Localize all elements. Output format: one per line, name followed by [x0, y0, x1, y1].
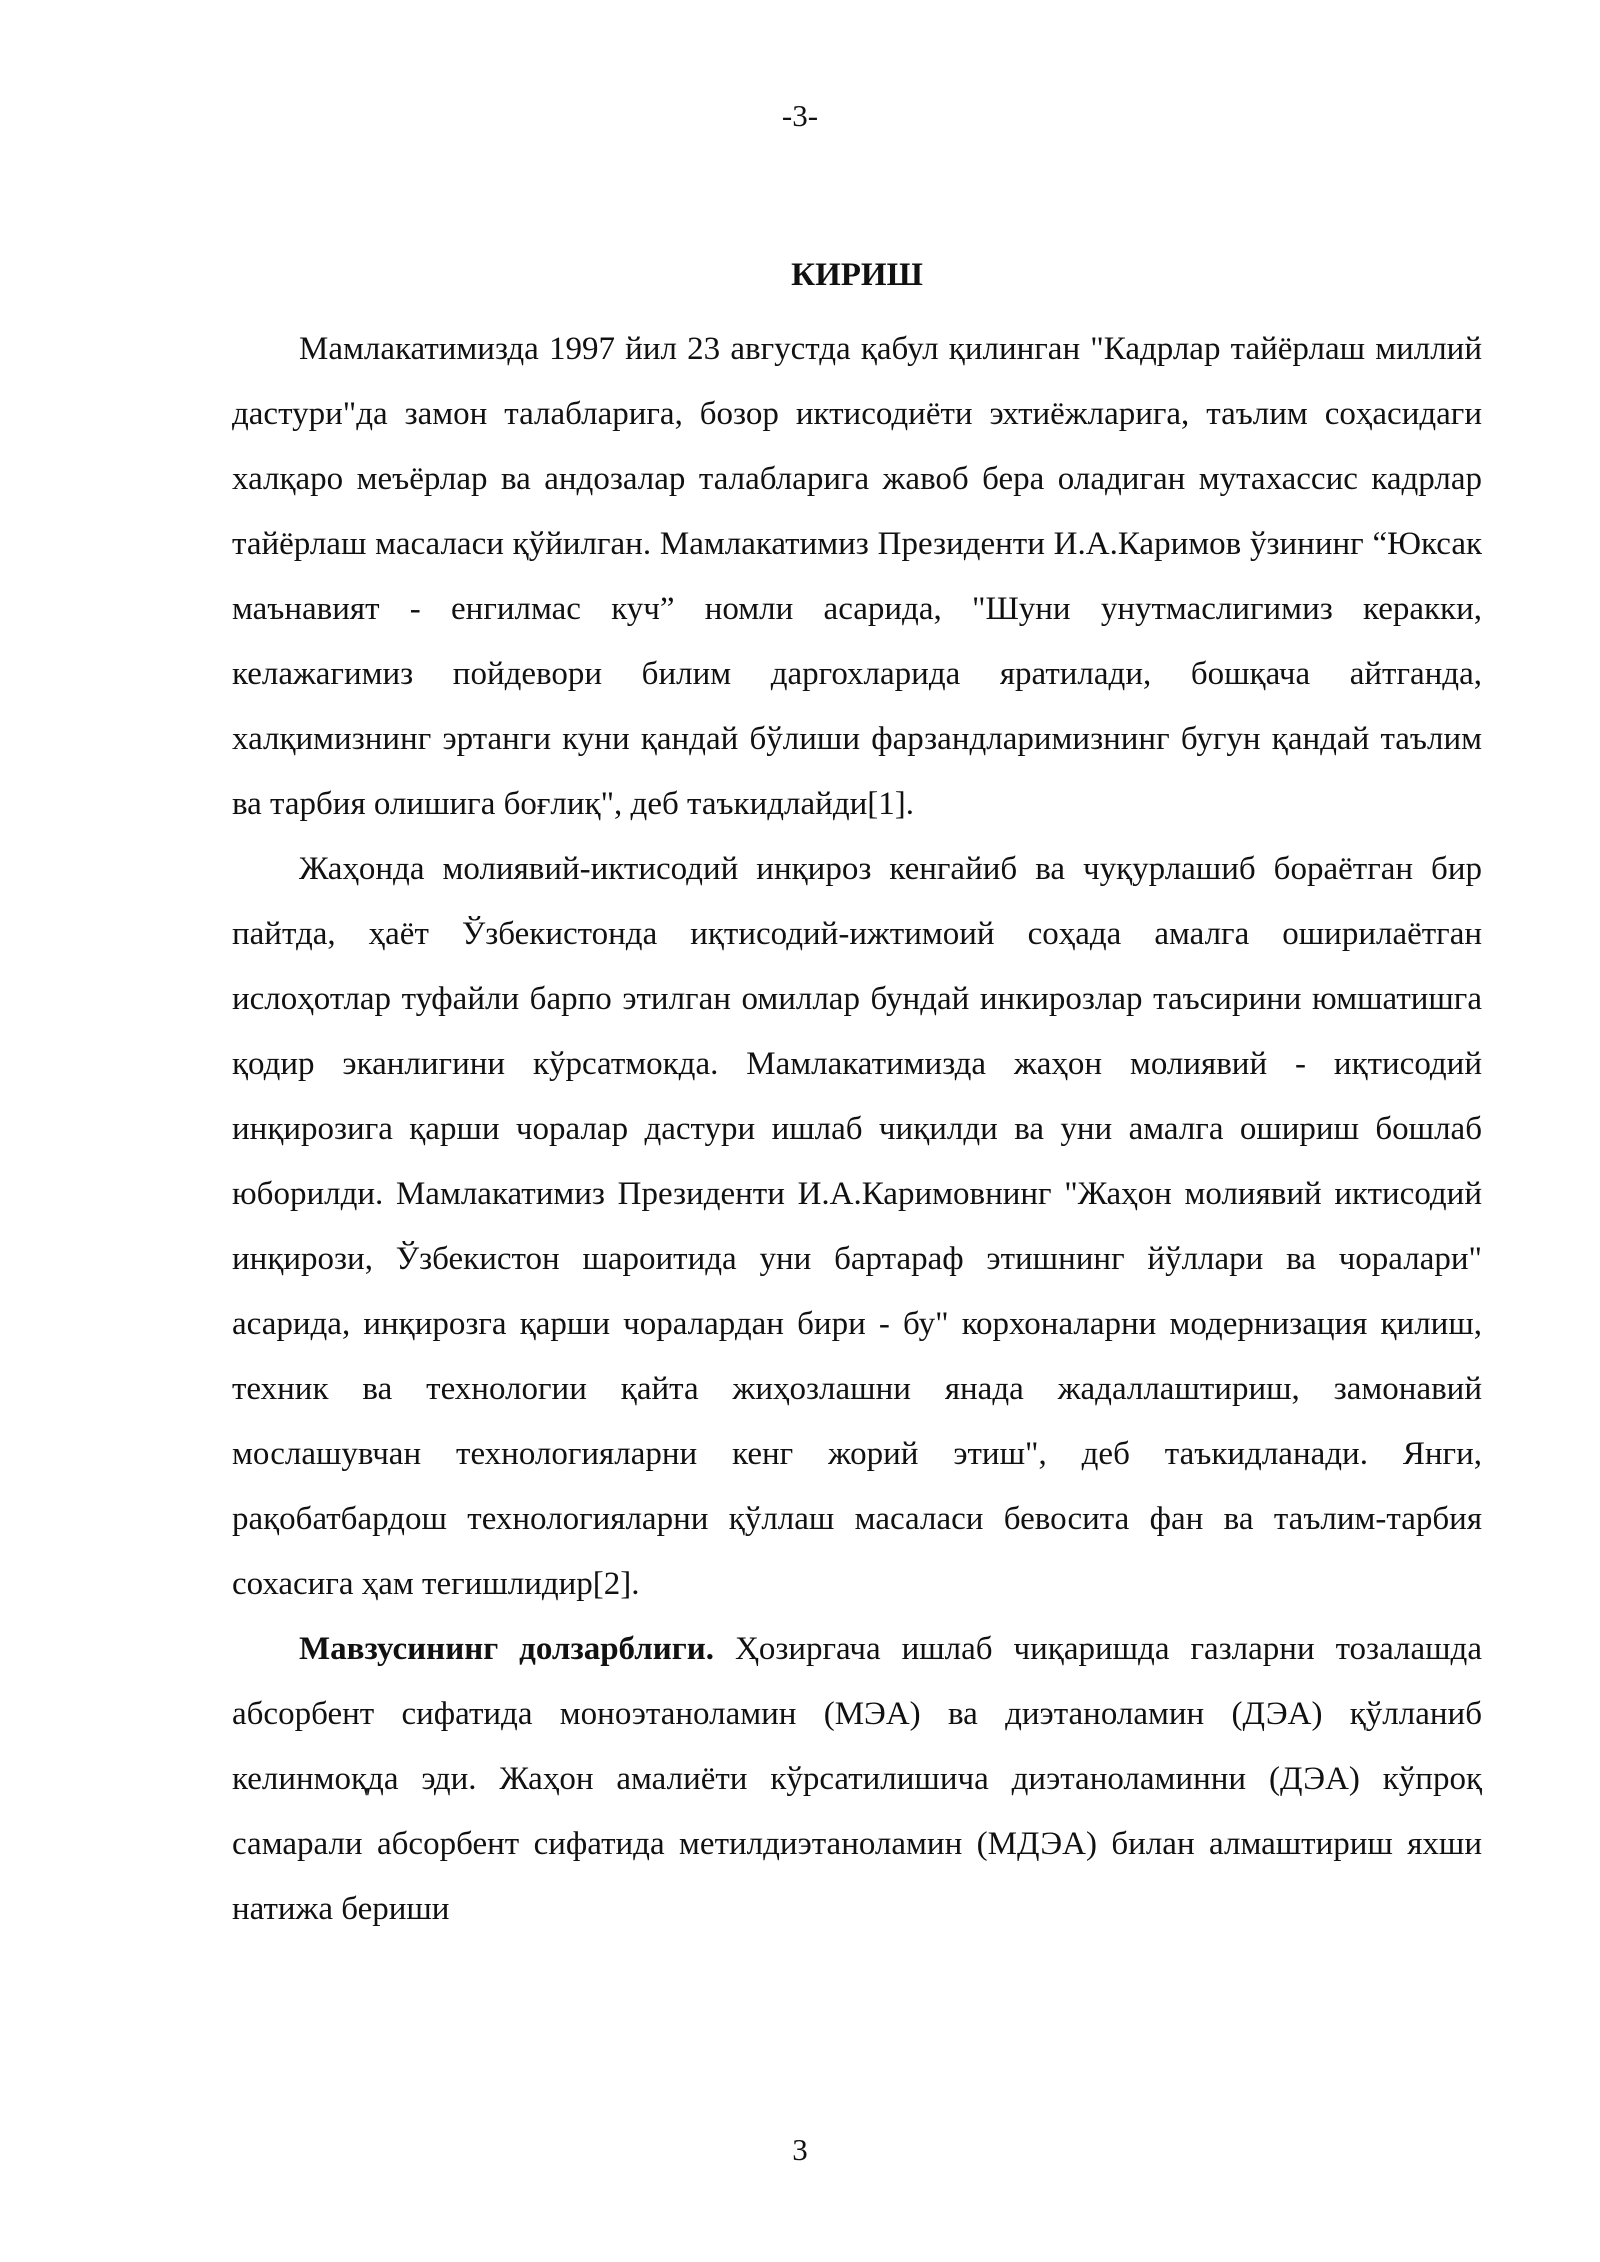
paragraph-2: Жаҳонда молиявий-иктисодий инқироз кенгайиб ва чуқурлашиб бораётган бир пайтда, ҳаёт Ўзбекистонда иқтисодий-ижтимоий соҳада амалга оширилаётган ислоҳотлар туфайли барпо этилган омиллар бундай инкирозлар таъсирини юмшатишга қодир эканлигини кўрсатмокда. Мамлакатимизда жаҳон молиявий - иқтисодий инқирозига қарши чоралар дастури ишлаб чиқилди ва уни амалга ошириш бошлаб юборилди. Мамлакатимиз Президенти И.А.Каримовнинг "Жаҳон молиявий иктисодий инқирози, Ўзбекистон шароитида уни бартараф этишнинг йўллари ва чоралари" асарида, инқирозга қарши чоралардан бири - бу" корхоналарни модернизация қилиш, техник ва технологии қайта жиҳозлашни янада жадаллаштириш, замонавий мослашувчан технологияларни кенг жорий этиш", деб таъкидланади. Янги, рақобатбардош технологияларни қўллаш масаласи бевосита фан ва таълим-тарбия сохасига ҳам тегишлидир[2]. — [232, 851, 1482, 1602]
document-body — [232, 317, 1482, 1942]
paragraph-3-text: Ҳозиргача ишлаб чиқаришда газларни тозалашда абсорбент сифатида моноэтаноламин (МЭА) ва диэтаноламин (ДЭА) қўлланиб келинмоқда эди. Жаҳон амалиёти кўрсатилишича диэтаноламинни (ДЭА) кўпроқ самарали абсорбент сифатида метилдиэтаноламин (МДЭА) билан алмаштириш яхши натижа бериши — [232, 1631, 1482, 1927]
paragraph-3-lead: Мавзусининг долзарблиги. — [299, 1631, 715, 1667]
section-heading: КИРИШ — [791, 257, 923, 293]
paragraph-1: Мамлакатимизда 1997 йил 23 августда қабул қилинган "Кадрлар тайёрлаш миллий дастури"да замон талабларига, бозор иктисодиёти эхтиёжларига, таълим соҳасидаги халқаро меъёрлар ва андозалар талабларига жавоб бера оладиган мутахассис кадрлар тайёрлаш масаласи қўйилган. Мамлакатимиз Президенти И.А.Каримов ўзининг “Юксак маънавият - енгилмас куч” номли асарида, "Шуни унутмаслигимиз керакки, келажагимиз пойдевори билим даргохларида яратилади, бошқача айтганда, халқимизнинг эртанги куни қандай бўлиши фарзандларимизнинг бугун қандай таълим ва тарбия олишига боғлиқ", деб таъкидлайди[1]. — [232, 331, 1482, 822]
page-number-top: -3- — [781, 98, 819, 133]
page-number-bottom: 3 — [792, 2132, 808, 2167]
paragraph-3 — [232, 1617, 1482, 1942]
